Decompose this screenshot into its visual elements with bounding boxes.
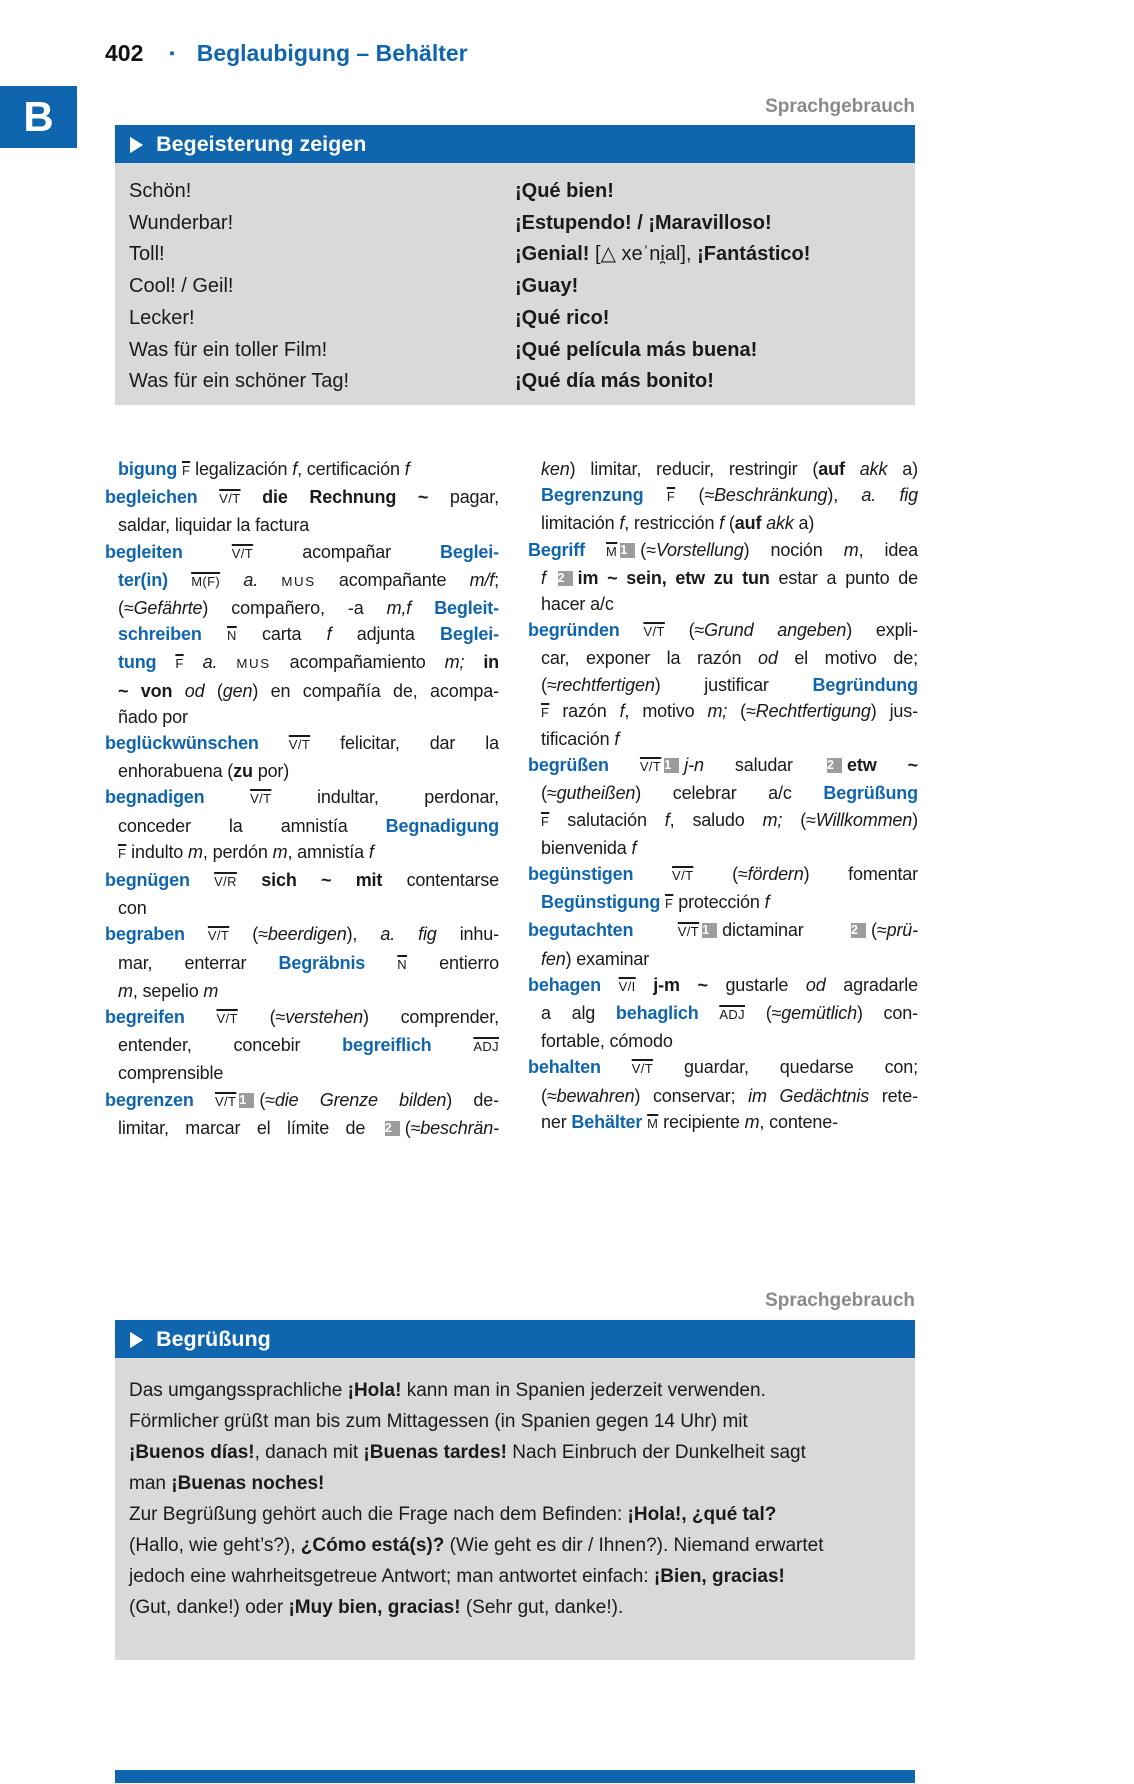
dict-line: hacer a/c bbox=[541, 594, 614, 615]
dict-line: a alg behaglich $\overline{ADJ}$ (≈gemütlich) con- bbox=[541, 1003, 918, 1024]
phrase-german: Was für ein schöner Tag! bbox=[129, 370, 350, 393]
dict-line: $\overline{F}$ razón f, motivo m; (≈Rechtfertigung) jus- bbox=[541, 700, 918, 721]
phrase-row bbox=[129, 271, 903, 303]
dict-line: begründen V/T (≈Grund angeben) expli- bbox=[528, 620, 918, 641]
dict-line: f 2 im ~ sein, etw zu tun estar a punto de bbox=[541, 567, 918, 588]
dict-line: ner Behälter $\overline{M}$ recipiente m, contene- bbox=[541, 1111, 838, 1132]
dict-line: limitación f, restricción f (auf akk a) bbox=[541, 513, 815, 534]
dict-line: begünstigen V/T (≈fördern) fomentar bbox=[528, 864, 918, 885]
phrase-german: Lecker! bbox=[129, 306, 195, 329]
phrase-spanish: ¡Qué bien! bbox=[515, 180, 614, 202]
usage-text-line: man ¡Buenas noches! bbox=[129, 1473, 325, 1494]
dict-line: begleiten V/T acompañar Beglei- bbox=[105, 541, 499, 562]
dict-line: begreifen V/T (≈verstehen) comprender, bbox=[105, 1007, 499, 1028]
dict-line: conceder la amnistía Begnadigung bbox=[118, 815, 499, 836]
dict-line: Begriff $\overline{M}$ 1 (≈Vorstellung) noción m, idea bbox=[528, 539, 918, 560]
phrase-german: Cool! / Geil! bbox=[129, 275, 234, 298]
dict-line: entender, concebir begreiflich $\overline{ADJ}$ bbox=[118, 1035, 499, 1056]
dictionary-column-left bbox=[105, 456, 499, 1141]
play-icon: ▶ bbox=[130, 1326, 144, 1351]
phrase-row bbox=[129, 366, 903, 398]
phrase-german: Was für ein toller Film! bbox=[129, 338, 328, 361]
dict-line: begrüßen V/T 1 j-n saludar 2 etw ~ bbox=[528, 755, 918, 776]
bullet-icon: ▪ bbox=[169, 45, 175, 62]
phrase-row bbox=[129, 335, 903, 367]
dict-line: tung $\overline{F}$ a. MUS acompañamiento m; in bbox=[118, 652, 500, 673]
dict-line: car, exponer la razón od el motivo de; bbox=[541, 648, 918, 669]
phrase-row bbox=[129, 208, 903, 240]
dictionary-column-right bbox=[528, 456, 918, 1137]
usage-text-line: (Hallo, wie geht’s?), ¿Cómo está(s)? (Wie geht es dir / Ihnen?). Niemand erwartet bbox=[129, 1535, 824, 1556]
dict-line: (≈rechtfertigen) justificar Begründung bbox=[541, 674, 918, 695]
dict-line: ter(in) M(F) a. MUS acompañante m/f; bbox=[118, 569, 500, 590]
dict-line: Begünstigung $\overline{F}$ protección f bbox=[541, 892, 770, 913]
phrase-german: Schön! bbox=[129, 180, 192, 202]
usage-text-line: ¡Buenos días!, danach mit ¡Buenas tardes! Nach Einbruch der Dunkelheit sagt bbox=[129, 1442, 806, 1463]
dict-line: (≈Gefährte) compañero, -a m,f Begleit- bbox=[118, 598, 499, 619]
usage-box-title: Begrüßung bbox=[156, 1326, 271, 1351]
sprachgebrauch-label: Sprachgebrauch bbox=[765, 96, 915, 117]
dict-line: begnadigen V/T indultar, perdonar, bbox=[105, 787, 500, 808]
dict-line: tificación f bbox=[541, 729, 620, 750]
dict-line: $\overline{F}$ salutación f, saludo m; (≈Willkommen) bbox=[541, 809, 918, 830]
page-bottom-bar bbox=[115, 1770, 915, 1783]
usage-box-header-begeisterung bbox=[115, 125, 915, 163]
dict-line: enhorabuena (zu por) bbox=[118, 761, 290, 782]
phrase-row bbox=[129, 239, 903, 271]
usage-text-line: Zur Begrüßung gehört auch die Frage nach dem Befinden: ¡Hola!, ¿qué tal? bbox=[129, 1504, 777, 1525]
dict-line: saldar, liquidar la factura bbox=[118, 515, 310, 536]
dict-line: limitar, marcar el límite de 2 (≈beschrän- bbox=[118, 1117, 499, 1138]
dict-line: (≈gutheißen) celebrar a/c Begrüßung bbox=[541, 783, 918, 804]
usage-box-title: Begeisterung zeigen bbox=[156, 131, 367, 156]
usage-box-begeisterung bbox=[115, 163, 915, 405]
dict-line: bigung $\overline{F}$ legalización f, certificación f bbox=[118, 459, 410, 479]
dict-line: fen) examinar bbox=[541, 948, 650, 969]
dict-line: begraben V/T (≈beerdigen), a. fig inhu- bbox=[105, 924, 499, 945]
usage-text-line: jedoch eine wahrheitsgetreue Antwort; man antwortet einfach: ¡Bien, gracias! bbox=[129, 1566, 785, 1587]
sprachgebrauch-label: Sprachgebrauch bbox=[765, 1290, 915, 1311]
phrase-spanish: ¡Estupendo! / ¡Maravilloso! bbox=[515, 211, 772, 234]
phrase-row bbox=[129, 176, 903, 208]
phrase-spanish: ¡Genial! [△ xeˈni̯al], ¡Fantástico! bbox=[515, 243, 811, 266]
dict-line: begleichen V/T die Rechnung ~ pagar, bbox=[105, 487, 499, 508]
phrase-spanish: ¡Qué rico! bbox=[515, 306, 610, 329]
section-letter-tab: B bbox=[0, 86, 77, 148]
phrase-german: Toll! bbox=[129, 243, 165, 266]
phrase-spanish: ¡Qué película más buena! bbox=[515, 338, 758, 361]
dict-line: schreiben $\overline{N}$ carta f adjunta Beglei- bbox=[118, 624, 499, 645]
dict-line: $\overline{F}$ indulto m, perdón m, amnistía f bbox=[118, 841, 374, 862]
play-icon: ▶ bbox=[130, 131, 144, 156]
dict-line: begutachten V/T 1 dictaminar 2 (≈prü- bbox=[528, 920, 918, 941]
dict-line: mar, enterrar Begräbnis $\overline{N}$ entierro bbox=[118, 952, 499, 973]
usage-text-line: Förmlicher grüßt man bis zum Mittagessen (in Spanien gegen 14 Uhr) mit bbox=[129, 1411, 748, 1432]
usage-text-line: Das umgangssprachliche ¡Hola! kann man in Spanien jederzeit verwenden. bbox=[129, 1380, 766, 1401]
dict-line: con bbox=[118, 898, 147, 919]
dict-line: beglückwünschen V/T felicitar, dar la bbox=[105, 733, 499, 754]
dict-line: fortable, cómodo bbox=[541, 1031, 673, 1052]
phrase-row bbox=[129, 303, 903, 335]
dict-line: ~ von od (gen) en compañía de, acompa- bbox=[118, 680, 499, 701]
dict-line: (≈bewahren) conservar; im Gedächtnis rete- bbox=[541, 1085, 918, 1106]
dict-line: bienvenida f bbox=[541, 837, 637, 858]
phrase-spanish: ¡Guay! bbox=[515, 275, 579, 298]
dict-line: Begrenzung $\overline{F}$ (≈Beschränkung), a. fig bbox=[541, 485, 918, 506]
phrase-german: Wunderbar! bbox=[129, 211, 234, 234]
dict-line: ken) limitar, reducir, restringir (auf akk a) bbox=[541, 459, 918, 479]
page-header bbox=[105, 40, 468, 67]
usage-box-header-begruessung bbox=[115, 1320, 915, 1358]
phrase-spanish: ¡Qué día más bonito! bbox=[515, 370, 714, 393]
dict-line: behalten V/T guardar, quedarse con; bbox=[528, 1057, 918, 1078]
usage-box-begruessung bbox=[115, 1358, 915, 1660]
dict-line: comprensible bbox=[118, 1063, 224, 1084]
page-number: 402 bbox=[105, 40, 144, 66]
dict-line: begrenzen V/T 1 (≈die Grenze bilden) de- bbox=[105, 1089, 499, 1110]
dict-line: begnügen V/R sich ~ mit contentarse bbox=[105, 870, 499, 891]
dict-line: ñado por bbox=[118, 706, 188, 727]
dict-line: behagen V/I j-m ~ gustarle od agradarle bbox=[528, 974, 918, 995]
page-title: Beglaubigung – Behälter bbox=[196, 40, 468, 66]
usage-text-line: (Gut, danke!) oder ¡Muy bien, gracias! (Sehr gut, danke!). bbox=[129, 1597, 624, 1618]
dict-line: m, sepelio m bbox=[118, 980, 219, 1001]
